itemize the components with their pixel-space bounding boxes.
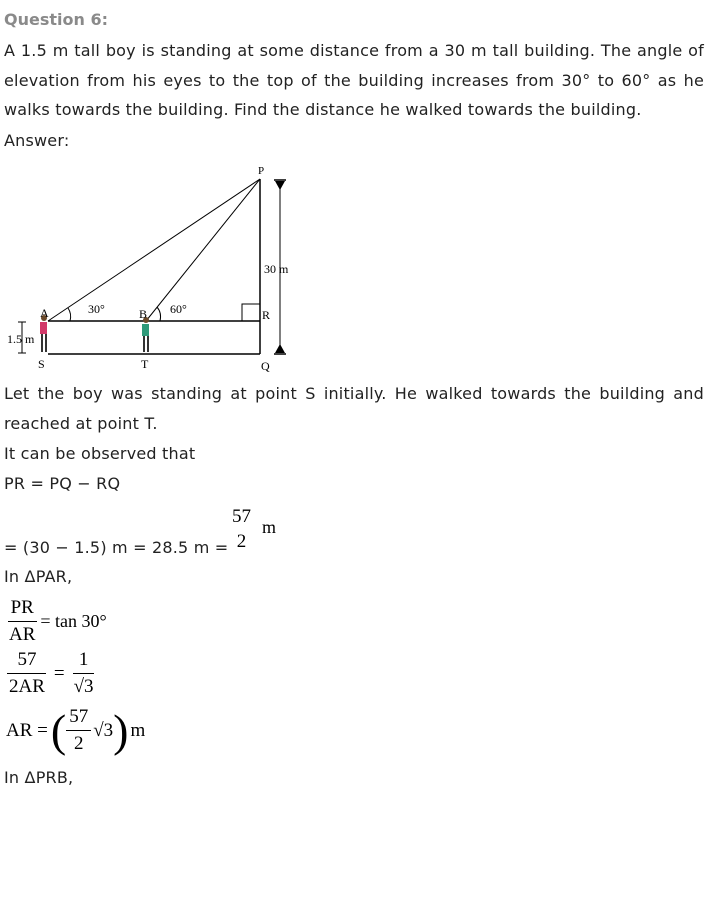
label-b: B	[139, 307, 148, 321]
label-angle-60: 60°	[170, 302, 187, 316]
root3-b: √3	[93, 719, 114, 741]
label-t: T	[141, 357, 149, 371]
frac-ar: AR	[9, 624, 36, 645]
frac-57: 57	[7, 649, 46, 674]
angle-arc-b	[157, 307, 161, 321]
fraction-denominator: 2	[236, 531, 247, 552]
solution-intro: Let the boy was standing at point S initially. He walked towards the building and reached at point T.	[4, 384, 704, 433]
label-30m: 30 m	[264, 262, 289, 276]
label-a: A	[40, 306, 49, 320]
equation-pr-ar-tan30	[6, 597, 107, 646]
equals-sign: =	[53, 662, 65, 684]
label-1-5m: 1.5 m	[7, 332, 35, 346]
heading-in-par: In ΔPAR,	[4, 567, 73, 586]
fraction-numerator: 57	[232, 506, 251, 527]
equation-57-over-2ar	[6, 649, 97, 698]
label-p: P	[258, 165, 265, 177]
heading-in-prb: In ΔPRB,	[4, 768, 74, 787]
right-paren: )	[113, 704, 129, 756]
ar-lhs: AR =	[6, 719, 48, 741]
geometry-figure	[0, 158, 310, 378]
frac-1: 1	[73, 649, 95, 674]
boy-figure-t	[142, 317, 149, 352]
label-r: R	[262, 308, 271, 322]
right-angle-mark	[242, 304, 260, 321]
angle-arc-a	[68, 308, 71, 321]
frac-57-b: 57	[66, 706, 91, 731]
question-text: A 1.5 m tall boy is standing at some distance from a 30 m tall building. The angle of elevation from his eyes to the top of the building increases from 30° to 60° as he walks towards the building. Find the distance he walked towards the building.	[4, 41, 704, 119]
fraction-57-over-2	[232, 506, 251, 553]
label-q: Q	[261, 359, 270, 373]
label-angle-30: 30°	[88, 302, 105, 316]
line-bp	[146, 179, 260, 321]
question-title: Question 6:	[4, 10, 108, 29]
equation-ar-value	[6, 706, 145, 755]
label-s: S	[38, 357, 45, 371]
tan30-expression: = tan 30°	[40, 611, 107, 631]
equation-pr-value: = (30 − 1.5) m = 28.5 m =	[4, 538, 229, 557]
answer-label: Answer:	[4, 131, 70, 150]
left-paren: (	[50, 704, 67, 756]
boy-figure-s	[40, 315, 47, 352]
frac-root3: √3	[73, 676, 94, 697]
equation-pr: PR = PQ − RQ	[4, 474, 121, 493]
unit-m: m	[262, 517, 277, 537]
unit-m-b: m	[130, 719, 146, 741]
line-ap	[48, 179, 260, 321]
frac-2-b: 2	[73, 733, 84, 754]
frac-2ar: 2AR	[9, 676, 45, 697]
frac-pr: PR	[8, 597, 37, 622]
solution-observe: It can be observed that	[4, 444, 196, 463]
